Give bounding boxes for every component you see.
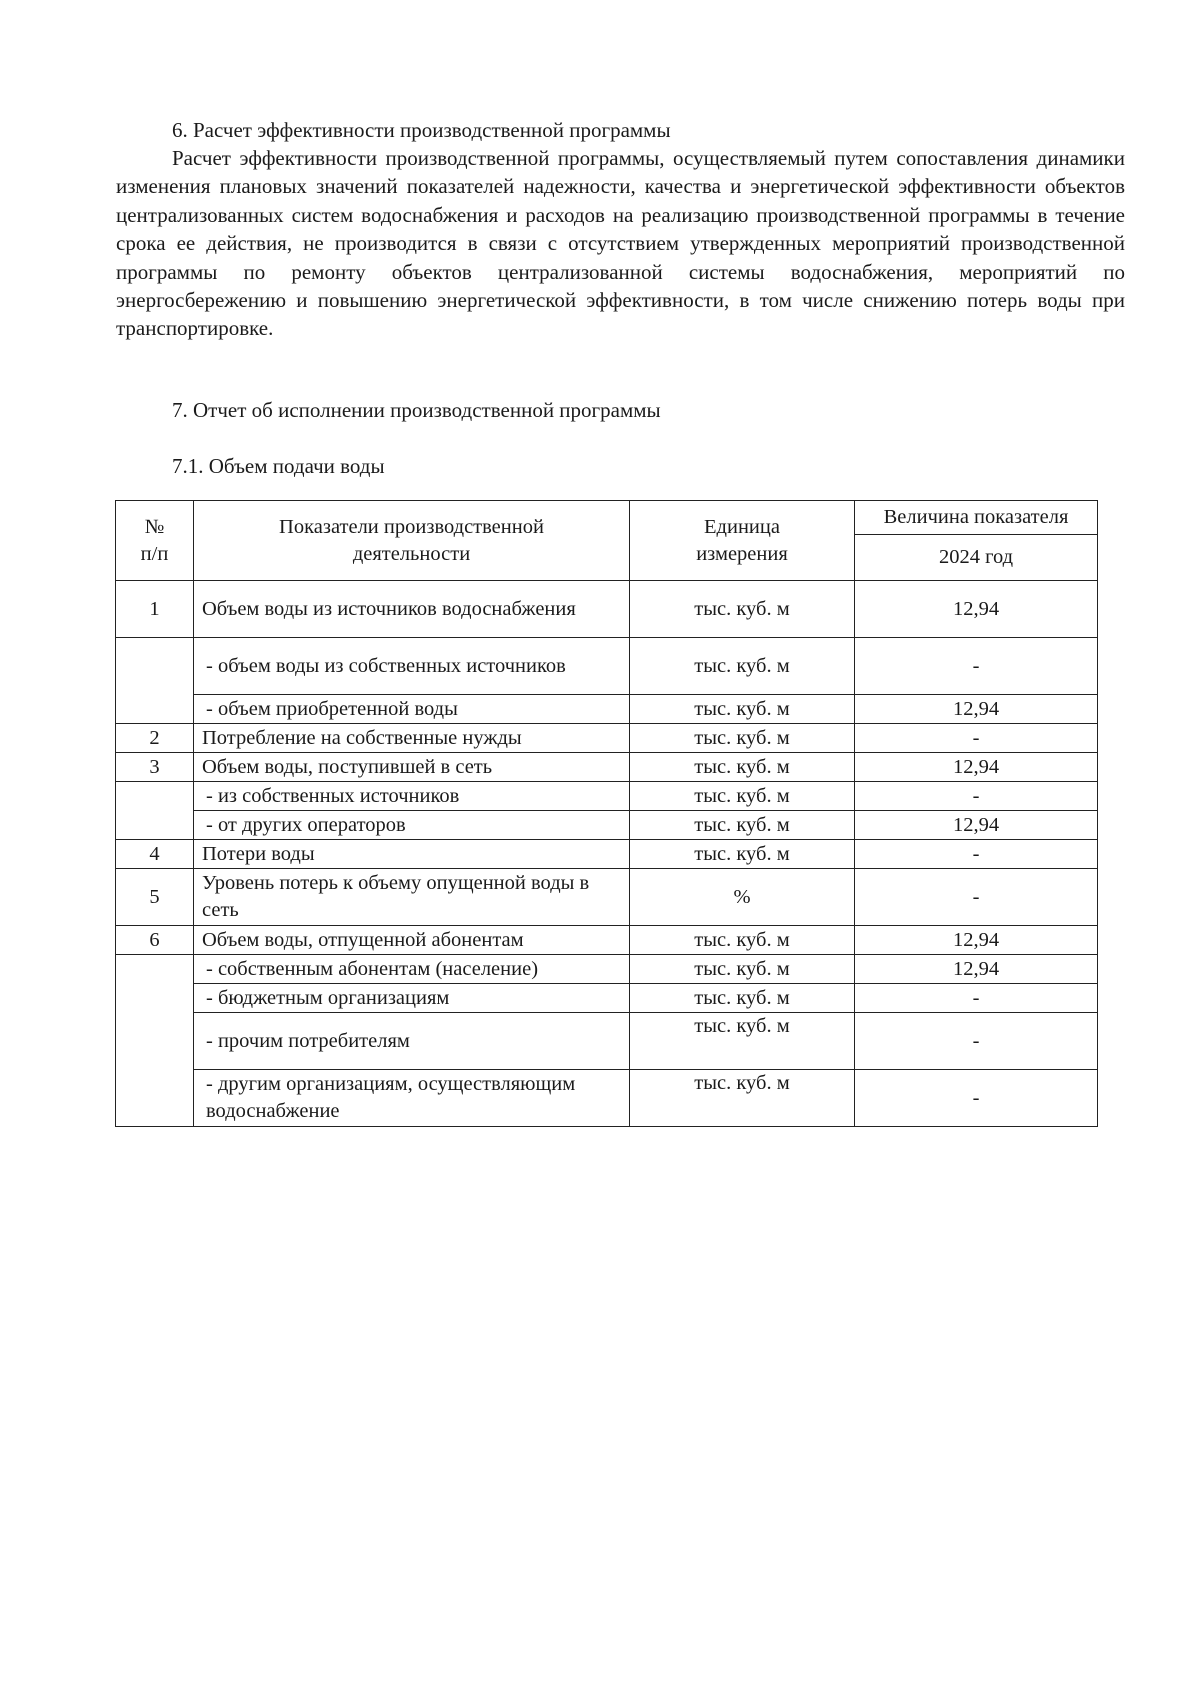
- row-unit: тыс. куб. м: [630, 926, 855, 955]
- section-7-1-heading: 7.1. Объем подачи воды: [172, 454, 385, 478]
- row-name: Объем воды из источников водоснабжения: [194, 581, 630, 638]
- table-row: [116, 869, 1098, 926]
- section-7-heading: 7. Отчет об исполнении производственной программы: [172, 398, 661, 422]
- row-name: - бюджетным организациям: [194, 984, 630, 1013]
- table-row: [116, 581, 1098, 638]
- row-name: - собственным абонентам (население): [194, 955, 630, 984]
- table-row: [116, 638, 1098, 695]
- row-unit: тыс. куб. м: [630, 811, 855, 840]
- row-unit: тыс. куб. м: [630, 638, 855, 695]
- header-unit: Единица измерения: [630, 501, 855, 581]
- water-supply-table: [115, 500, 1098, 1127]
- table-row: [116, 811, 1098, 840]
- table-row: [116, 926, 1098, 955]
- row-name: - прочим потребителям: [194, 1013, 630, 1070]
- row-name: Объем воды, отпущенной абонентам: [194, 926, 630, 955]
- row-value: -: [855, 1013, 1098, 1070]
- row-unit: тыс. куб. м: [630, 724, 855, 753]
- table-row: [116, 984, 1098, 1013]
- table-row: [116, 1070, 1098, 1127]
- header-year: 2024 год: [855, 535, 1098, 581]
- row-value: 12,94: [855, 581, 1098, 638]
- row-name: Объем воды, поступившей в сеть: [194, 753, 630, 782]
- row-name: Потребление на собственные нужды: [194, 724, 630, 753]
- header-value-group: Величина показателя: [855, 501, 1098, 535]
- header-num-line2: п/п: [140, 542, 169, 565]
- row-value: 12,94: [855, 955, 1098, 984]
- row-num: 4: [116, 840, 194, 869]
- row-num: [116, 782, 194, 840]
- header-num: [116, 501, 194, 581]
- row-value: -: [855, 869, 1098, 926]
- row-unit: тыс. куб. м: [630, 1070, 855, 1127]
- table-row: [116, 840, 1098, 869]
- row-value: -: [855, 984, 1098, 1013]
- row-num: 1: [116, 581, 194, 638]
- row-unit: тыс. куб. м: [630, 955, 855, 984]
- row-unit: тыс. куб. м: [630, 1013, 855, 1070]
- row-unit: тыс. куб. м: [630, 581, 855, 638]
- row-num: [116, 638, 194, 724]
- row-value: -: [855, 1070, 1098, 1127]
- table-row: [116, 695, 1098, 724]
- row-num: 5: [116, 869, 194, 926]
- row-unit: тыс. куб. м: [630, 782, 855, 811]
- row-name: - из собственных источников: [194, 782, 630, 811]
- row-value: -: [855, 724, 1098, 753]
- row-value: -: [855, 638, 1098, 695]
- row-value: 12,94: [855, 926, 1098, 955]
- row-value: -: [855, 782, 1098, 811]
- row-name: - другим организациям, осуществляющим водоснабжение: [194, 1070, 630, 1127]
- section-6-heading: 6. Расчет эффективности производственной программы: [172, 118, 671, 142]
- section-6-paragraph: Расчет эффективности производственной программы, осуществляемый путем сопоставления динамики изменения плановых значений показателей надежности, качества и энергетической эффективности объектов централизованных систем водоснабжения и расходов на реализацию производственной программы в течение срока ее действия, не производится в связи с отсутствием утвержденных мероприятий производственной программы по ремонту объектов централизованной системы водоснабжения, мероприятий по энергосбережению и повышению энергетической эффективности, в том числе снижению потерь воды при транспортировке.: [116, 146, 1125, 341]
- row-num: [116, 955, 194, 1127]
- table-row: [116, 753, 1098, 782]
- row-unit: тыс. куб. м: [630, 753, 855, 782]
- table-row: [116, 724, 1098, 753]
- row-unit: %: [630, 869, 855, 926]
- table-row: [116, 955, 1098, 984]
- row-unit: тыс. куб. м: [630, 840, 855, 869]
- row-value: 12,94: [855, 753, 1098, 782]
- table-row: [116, 1013, 1098, 1070]
- row-value: -: [855, 840, 1098, 869]
- row-unit: тыс. куб. м: [630, 695, 855, 724]
- row-num: 3: [116, 753, 194, 782]
- row-num: 6: [116, 926, 194, 955]
- row-value: 12,94: [855, 695, 1098, 724]
- header-indicator: Показатели производственной деятельности: [194, 501, 630, 581]
- row-name: - объем воды из собственных источников: [194, 638, 630, 695]
- row-name: Уровень потерь к объему опущенной воды в сеть: [194, 869, 630, 926]
- row-num: 2: [116, 724, 194, 753]
- row-name: - объем приобретенной воды: [194, 695, 630, 724]
- header-num-line1: №: [144, 515, 165, 538]
- row-name: - от других операторов: [194, 811, 630, 840]
- row-value: 12,94: [855, 811, 1098, 840]
- row-name: Потери воды: [194, 840, 630, 869]
- table-row: [116, 782, 1098, 811]
- row-unit: тыс. куб. м: [630, 984, 855, 1013]
